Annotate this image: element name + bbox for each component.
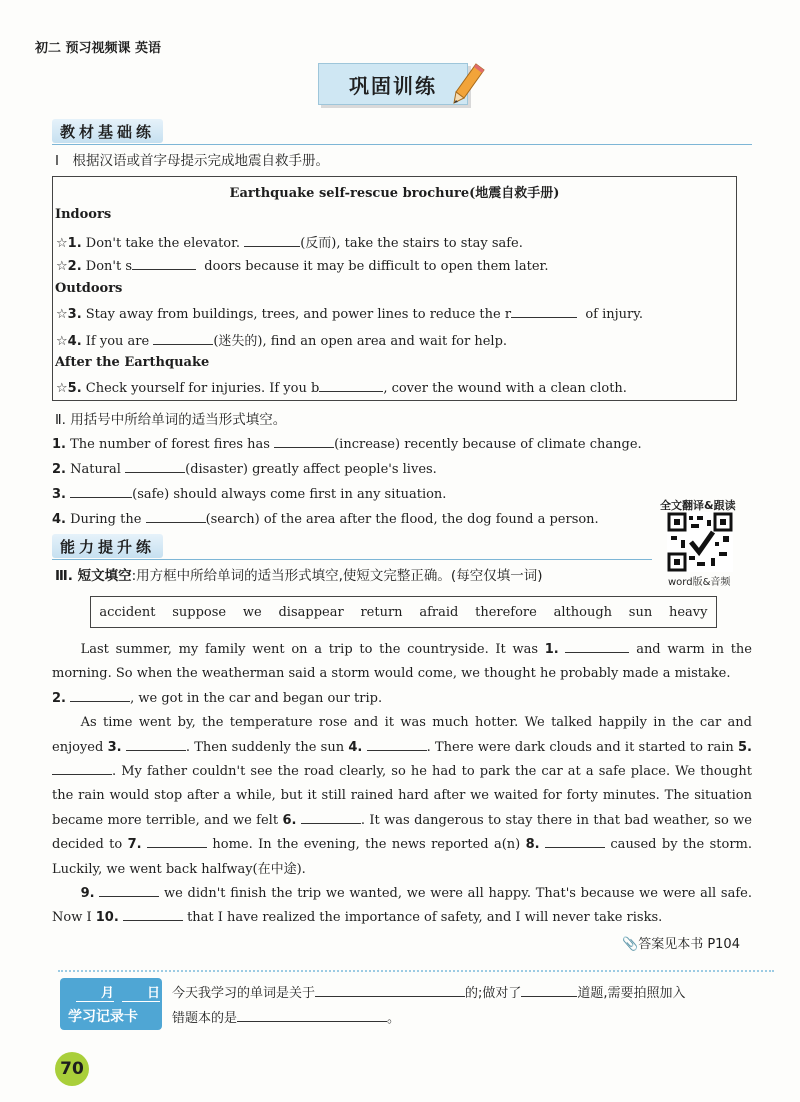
answer-blank[interactable] (301, 811, 361, 824)
answer-blank[interactable] (545, 835, 605, 848)
answer-blank[interactable] (126, 738, 186, 751)
record-card-border (58, 970, 774, 1034)
record-line-2: 错题本的是 。 (172, 1011, 401, 1026)
word-bank-item: heavy (668, 604, 708, 620)
section-ability (52, 534, 163, 558)
question-2-item-3: 3. (safe) should always come first in any situation. (52, 487, 447, 502)
record-blank[interactable] (237, 1009, 387, 1022)
passage-paragraph-1: Last summer, my family went on a trip to the countryside. It was 1. and warm in the morning. So when the weatherman said a storm would come, we thought he probably made a mistake. 2. , we got in the car and began our trip. (52, 642, 752, 706)
word-bank-item: although (553, 604, 613, 620)
record-date: 月 日 (76, 982, 160, 1002)
page-title: 巩固训练 (318, 63, 468, 105)
question-3-heading: Ⅲ. 短文填空:用方框中所给单词的适当形式填空,使短文完整正确。(每空仅填一词) (55, 568, 543, 584)
answer-blank[interactable] (511, 305, 577, 318)
question-2-item-2: 2. Natural (disaster) greatly affect people's lives. (52, 462, 437, 477)
record-blank[interactable] (315, 984, 465, 997)
brochure-item-2: ☆2. Don't s doors because it may be difficult to open them later. (56, 259, 549, 274)
answer-blank[interactable] (132, 257, 196, 270)
pencil-icon (452, 62, 486, 104)
answer-blank[interactable] (367, 738, 427, 751)
section-ability-label: 能力提升练 (60, 537, 156, 556)
section-divider (52, 559, 652, 560)
word-bank-item: therefore (475, 604, 537, 620)
question-2-heading: Ⅱ. 用括号中所给单词的适当形式填空。 (55, 412, 287, 428)
indoors-heading: Indoors (55, 207, 112, 222)
page-header: 初二 预习视频课 英语 (35, 41, 162, 56)
section-basic (52, 119, 163, 143)
answer-blank[interactable] (70, 689, 130, 702)
word-bank-item: suppose (172, 604, 227, 620)
question-1-heading: Ⅰ 根据汉语或首字母提示完成地震自救手册。 (55, 153, 329, 169)
answer-blank[interactable] (99, 884, 159, 897)
answer-blank[interactable] (123, 908, 183, 921)
answer-blank[interactable] (147, 835, 207, 848)
answer-blank[interactable] (244, 234, 300, 247)
passage-paragraph-3: 9. we didn't finish the trip we wanted, we were all happy. That's because we were all safe. Now I 10. that I have realized the importance of safety, and I will never take risks. (52, 886, 752, 926)
brochure-title: Earthquake self-rescue brochure(地震自救手册) (229, 186, 560, 201)
answer-blank[interactable] (70, 485, 132, 498)
answer-blank[interactable] (319, 379, 383, 392)
section-basic-label: 教材基础练 (60, 122, 156, 141)
word-bank-item: accident (99, 604, 156, 620)
paperclip-icon: 📎 (622, 937, 639, 952)
qr-code-icon[interactable] (667, 512, 733, 572)
brochure-item-3: ☆3. Stay away from buildings, trees, and power lines to reduce the r of injury. (56, 307, 643, 322)
answer-blank[interactable] (146, 510, 206, 523)
answer-blank[interactable] (52, 762, 112, 775)
word-bank-item: return (360, 604, 403, 620)
page-number-badge: 70 (55, 1052, 89, 1086)
answer-blank[interactable] (125, 460, 185, 473)
word-bank-box (90, 596, 717, 628)
record-card-label: 学习记录卡 (68, 1009, 138, 1025)
answer-blank[interactable] (274, 435, 334, 448)
qr-caption-top: 全文翻译&跟读 (660, 499, 736, 512)
word-bank-item: we (242, 604, 262, 620)
question-2-item-1: 1. The number of forest fires has (increase) recently because of climate change. (52, 437, 642, 452)
rescue-brochure-box (52, 176, 737, 401)
word-bank-item: disappear (278, 604, 344, 620)
section-divider (52, 144, 752, 145)
record-card-tab (60, 978, 162, 1030)
word-bank-item: sun (628, 604, 653, 620)
passage-paragraph-2: As time went by, the temperature rose and it was much hotter. We talked happily in the car and enjoyed 3. . Then suddenly the sun 4. . There were dark clouds and it started to rain 5. . My father couldn't see the road clearly, so he had to park the car at a safe place. We thought the rain would stop after a while, but it still rained hard after we waited for forty minutes. The situation became more terrible, and we felt 6. . It was dangerous to stay there in that bad weather, so we decided to 7. home. In the evening, the news reported a(n) 8. caused by the storm. Luckily, we went back halfway(在中途). (52, 715, 752, 877)
after-earthquake-heading: After the Earthquake (55, 355, 210, 370)
question-2-item-4: 4. During the (search) of the area after the flood, the dog found a person. (52, 512, 599, 527)
record-line-1: 今天我学习的单词是关于 的;做对了 道题,需要拍照加入 (172, 986, 686, 1001)
qr-caption-bottom: word版&音频 (668, 577, 731, 588)
cloze-passage (52, 638, 752, 931)
answer-reference[interactable]: 📎答案见本书 P104 (622, 937, 740, 952)
brochure-item-1: ☆1. Don't take the elevator. (反而), take the stairs to stay safe. (56, 236, 523, 251)
word-bank-item: afraid (419, 604, 459, 620)
answer-blank[interactable] (153, 332, 213, 345)
outdoors-heading: Outdoors (55, 281, 123, 296)
record-blank[interactable] (521, 984, 577, 997)
brochure-item-5: ☆5. Check yourself for injuries. If you b , cover the wound with a clean cloth. (56, 381, 627, 396)
answer-blank[interactable] (565, 640, 629, 653)
brochure-item-4: ☆4. If you are (迷失的), find an open area and wait for help. (56, 334, 508, 349)
